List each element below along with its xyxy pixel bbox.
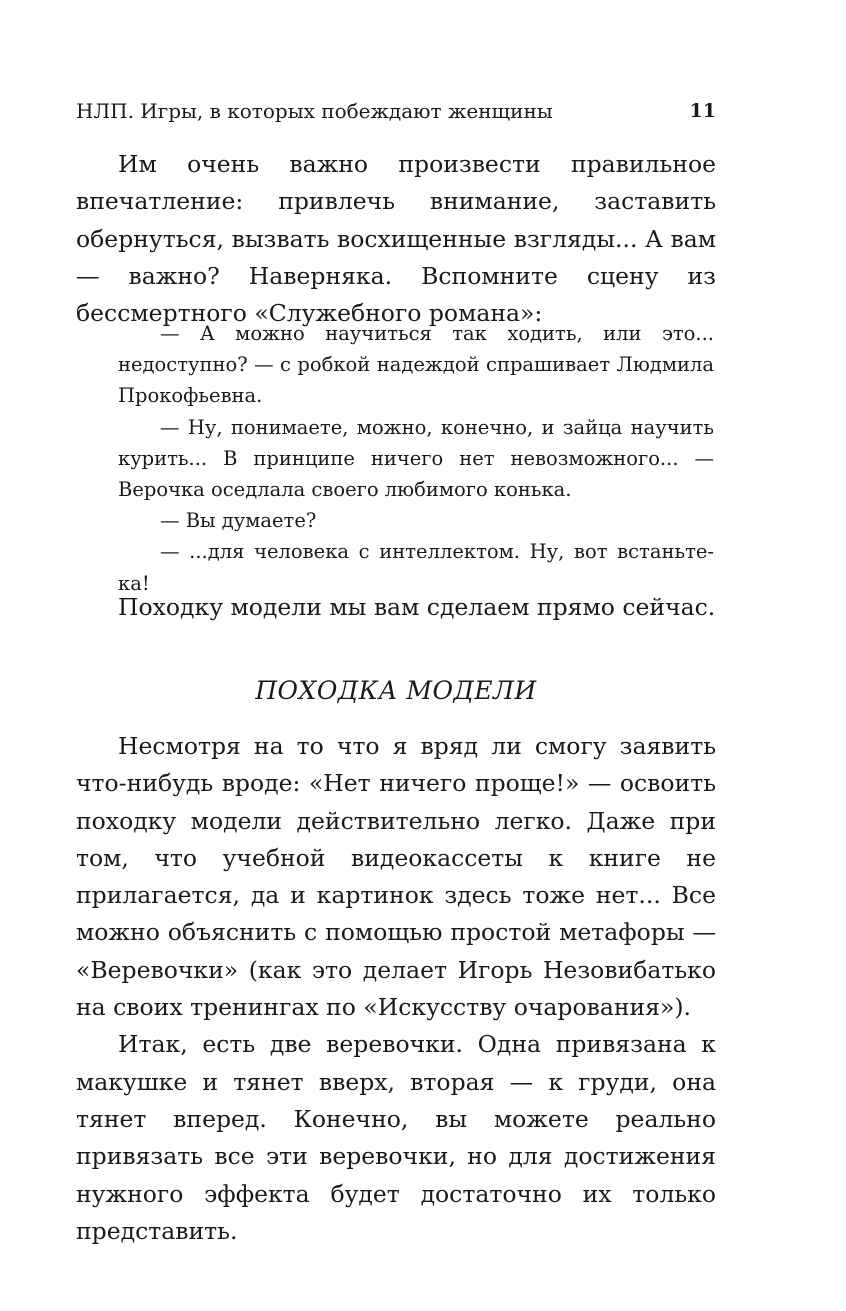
after-quote-block bbox=[76, 589, 716, 626]
dialogue-quote bbox=[118, 318, 714, 599]
section-heading: ПОХОДКА МОДЕЛИ bbox=[255, 676, 537, 705]
quote-line: — Ну, понимаете, можно, конечно, и зайца научить курить... В принципе ничего нет невозможного... — Верочка оседлала своего любимого конька. bbox=[118, 415, 714, 502]
section-body bbox=[76, 728, 716, 1250]
quote-line: — Вы думаете? bbox=[160, 509, 317, 533]
page-number: 11 bbox=[689, 100, 716, 122]
running-header bbox=[76, 96, 716, 126]
after-quote-paragraph: Походку модели мы вам сделаем прямо сейчас. bbox=[118, 593, 716, 621]
book-title: НЛП. Игры, в которых побеждают женщины bbox=[76, 99, 553, 123]
section-paragraph: Несмотря на то что я вряд ли смогу заявить что-нибудь вроде: «Нет ничего проще!» — освоить походку модели действительно легко. Даже при том, что учебной видеокассеты к книге не прилагается, да и картинок здесь тоже нет... Все можно объяснить с помощью простой метафоры — «Веревочки» (как это делает Игорь Незовибатько на своих тренингах по «Искусству очарования»). bbox=[76, 732, 716, 1022]
quote-line: — ...для человека с интеллектом. Ну, вот встаньте-ка! bbox=[118, 540, 714, 595]
intro-block bbox=[76, 146, 716, 332]
section-paragraph: Итак, есть две веревочки. Одна привязана к макушке и тянет вверх, вторая — к груди, она тянет вперед. Конечно, вы можете реально привязать все эти веревочки, но для достижения нужного эффекта будет достаточно их только представить. bbox=[76, 1030, 716, 1245]
intro-paragraph: Им очень важно произвести правильное впечатление: привлечь внимание, заставить обернуться, вызвать восхищенные взгляды... А вам — важно? Наверняка. Вспомните сцену из бессмертного «Служебного романа»: bbox=[76, 150, 716, 328]
quote-line: — А можно научиться так ходить, или это... недоступно? — с робкой надеждой спрашивает Людмила Прокофьевна. bbox=[118, 322, 714, 408]
